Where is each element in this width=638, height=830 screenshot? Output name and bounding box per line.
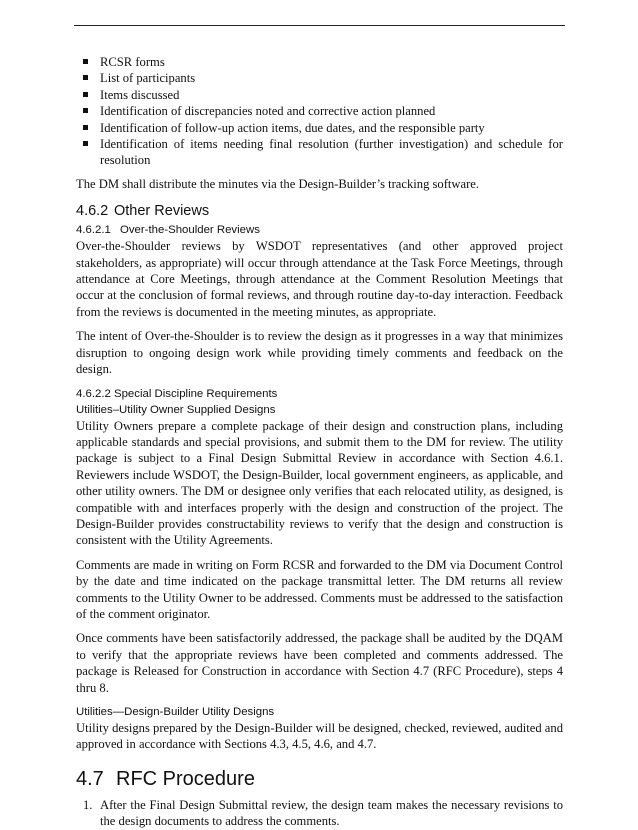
page-content (76, 54, 563, 830)
list-item: Identification of discrepancies noted and corrective action planned (76, 103, 563, 119)
minutes-contents-list (76, 54, 563, 169)
bullet-square-icon (83, 125, 88, 130)
bullet-square-icon (83, 92, 88, 97)
list-item: Identification of follow-up action items, due dates, and the responsible party (76, 120, 563, 136)
bullet-square-icon (83, 59, 88, 64)
section-heading-4-6-2-2: 4.6.2.2 Special Discipline Requirements (76, 387, 278, 400)
list-item: List of participants (76, 70, 563, 86)
list-item: Identification of items needing final resolution (further investigation) and schedule for resolution (76, 136, 563, 169)
list-item: RCSR forms (76, 54, 563, 70)
paragraph-utility-owners: Utility Owners prepare a complete package of their design and construction plans, including applicable standards and special provisions, and submit them to the DM for review. The utility package is subject to a Final Design Submittal Review in accordance with Section 4.6.1. Reviewers include WSDOT, the Design-Builder, local government engineers, as applicable, and other utility owners. The DM or designee only verifies that each relocated utility, as designed, is compatible with and interfaces properly with the design and construction of the project. The Design-Builder provides constructability reviews to verify that the design and construction is consistent with the Utility Agreements. (76, 418, 563, 548)
bullet-square-icon (83, 75, 88, 80)
paragraph-ots-reviews: Over-the-Shoulder reviews by WSDOT representatives (and other approved project stakeholders, as appropriate) will occur through attendance at the Task Force Meetings, through attendance at Core Meetings, through attendance at the Comment Resolution Meetings that occur at the conclusion of formal reviews, and through routine day-to-day interaction. Feedback from the reviews is documented in the meeting minutes, as appropriate. (76, 239, 563, 319)
subheading-design-builder-utility-designs: Utilities—Design-Builder Utility Designs (76, 706, 275, 718)
section-heading-4-7: 4.7 RFC Procedure (76, 767, 255, 790)
bullet-square-icon (83, 108, 88, 113)
paragraph-ots-intent: The intent of Over-the-Shoulder is to review the design as it progresses in a way that minimizes disruption to ongoing design work while providing timely comments and feedback on the design. (76, 329, 563, 377)
list-item: Items discussed (76, 87, 563, 103)
rfc-steps-list (76, 797, 563, 830)
list-item: 1. After the Final Design Submittal review, the design team makes the necessary revisions to the design documents to address the comments. (83, 797, 563, 829)
bullet-square-icon (83, 141, 88, 146)
paragraph-utility-comments: Comments are made in writing on Form RCSR and forwarded to the DM via Document Control by the date and time indicated on the package transmittal letter. The DM returns all review comments to the Utility Owner to be addressed. Comments must be addressed to the satisfaction of the comment originator. (76, 557, 563, 621)
paragraph-utility-audit: Once comments have been satisfactorily addressed, the package shall be audited by the DQAM to verify that the appropriate reviews have been completed and comments addressed. The package is Released for Construction in accordance with Section 4.7 (RFC Procedure), steps 4 thru 8. (76, 631, 563, 695)
section-heading-4-6-2-1: 4.6.2.1 Over-the-Shoulder Reviews (76, 224, 260, 237)
section-heading-4-6-2: 4.6.2 Other Reviews (76, 203, 210, 220)
paragraph-design-builder-utility: Utility designs prepared by the Design-Builder will be designed, checked, reviewed, audited and approved in accordance with Sections 4.3, 4.5, 4.6, and 4.7. (76, 721, 563, 752)
paragraph-distribute-minutes: The DM shall distribute the minutes via the Design-Builder’s tracking software. (76, 176, 480, 191)
header-rule (74, 25, 565, 26)
subheading-utility-owner-designs: Utilities–Utility Owner Supplied Designs (76, 403, 276, 416)
